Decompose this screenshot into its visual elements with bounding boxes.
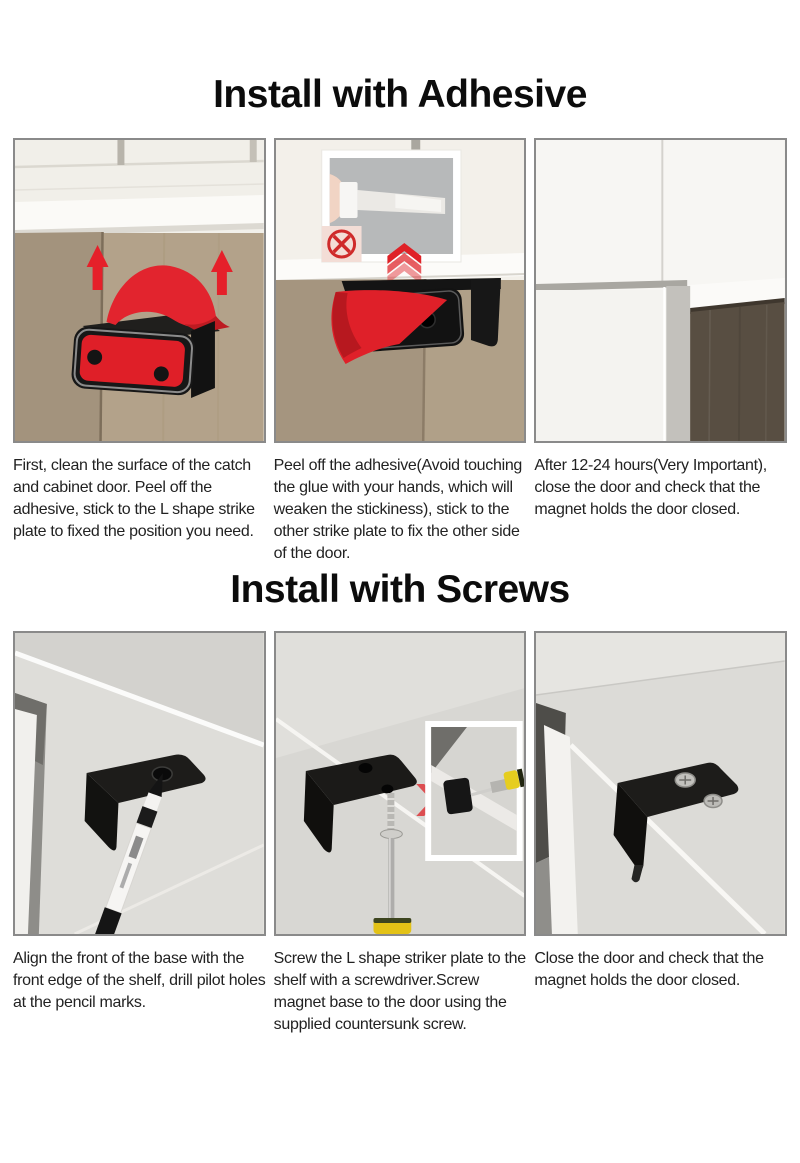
figure-avoid-touching: [274, 138, 527, 443]
figure-pencil-marks: [13, 631, 266, 936]
avoid-touching-illustration: [276, 140, 525, 441]
screws-figure-row: [0, 631, 800, 936]
closed-door-illustration: [536, 140, 785, 441]
step-caption: After 12-24 hours(Very Important), close the door and check that the magnet holds the door closed.: [534, 457, 767, 518]
pencil-marks-illustration: [15, 633, 264, 934]
step-caption: Screw the L shape striker plate to the shelf with a screwdriver.Screw magnet base to the door using the supplied countersunk screw.: [273, 950, 526, 1033]
step-caption: First, clean the surface of the catch and cabinet door. Peel off the adhesive, stick to the L shape strike plate to fixed the position you need.: [13, 457, 255, 540]
screws-captions: [0, 948, 800, 1036]
figure-door-closed-adhesive: [534, 138, 787, 443]
step-caption: Align the front of the base with the front edge of the shelf, drill pilot holes at the pencil marks.: [13, 950, 266, 1011]
screw-head: [676, 773, 696, 787]
adhesive-figure-row: [0, 138, 800, 443]
step-caption: Peel off the adhesive(Avoid touching the glue with your hands, which will weaken the stickiness), stick to the other strike plate to fix the other side of the door.: [273, 457, 523, 562]
cabinet-door-panel: [691, 302, 785, 441]
section-title-screws: Install with Screws: [230, 568, 570, 611]
figure-door-closed-screws: [534, 631, 787, 936]
adhesive-captions: [0, 455, 800, 565]
installed-bracket-illustration: [536, 633, 785, 934]
figure-screwdriver: [274, 631, 527, 936]
no-touch-icon: [321, 226, 361, 262]
no-touch-inset: [321, 150, 460, 262]
screw-closeup-inset: [425, 721, 524, 861]
section-title-adhesive: Install with Adhesive: [213, 73, 587, 116]
screwdriver-illustration: [276, 633, 525, 934]
peel-adhesive-illustration: [15, 140, 264, 441]
figure-peel-adhesive: [13, 138, 266, 443]
screw-head: [704, 795, 722, 808]
step-caption: Close the door and check that the magnet holds the door closed.: [534, 950, 764, 989]
strike-plate-adhesive: [71, 326, 196, 396]
